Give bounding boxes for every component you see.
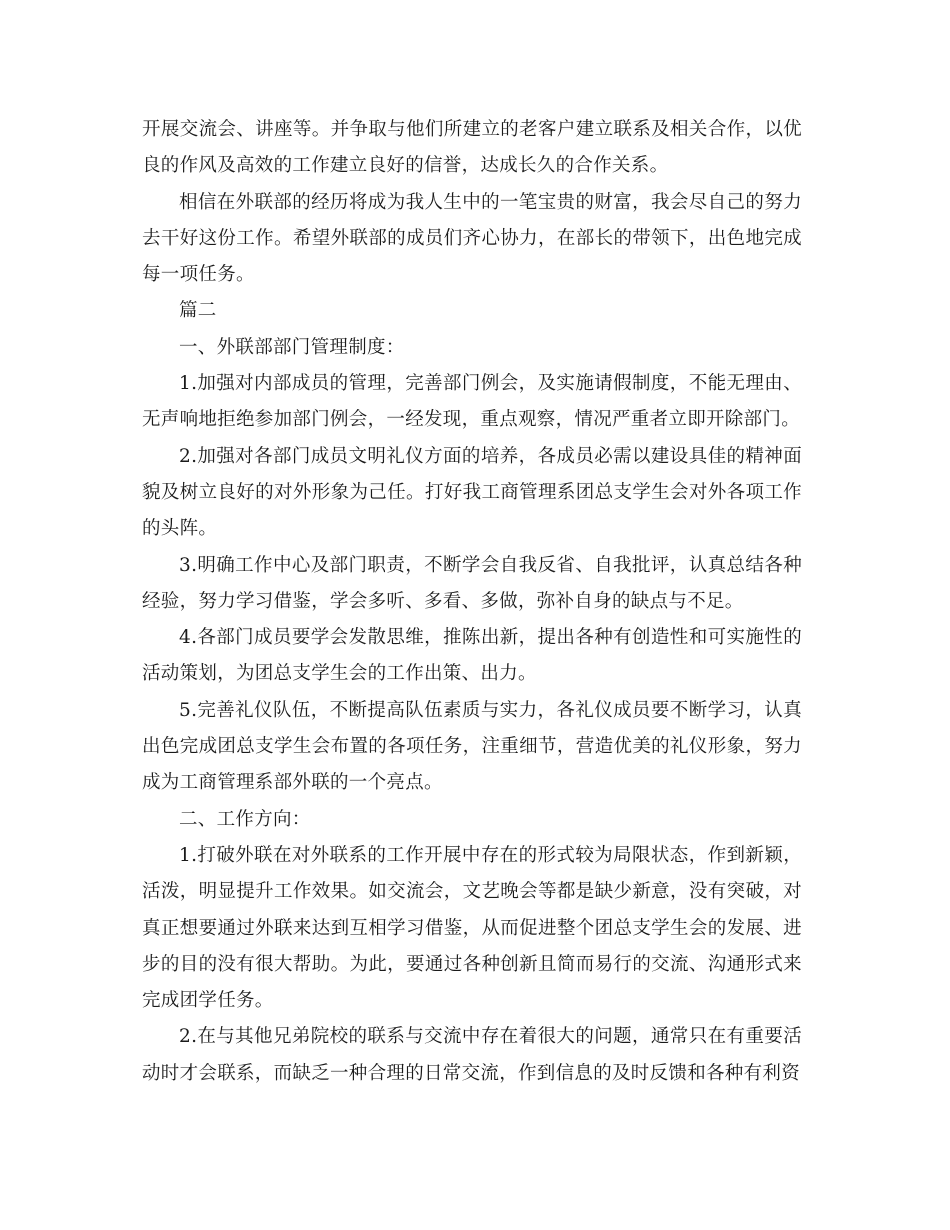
paragraph-11: 1.打破外联在对外联系的工作开展中存在的形式较为局限状态，作到新颖，活泼，明显提升工作效果。如交流会，文艺晚会等都是缺少新意，没有突破，对真正想要通过外联来达到互相学习借鉴，从而促进整个团总支学生会的发展、进步的目的没有很大帮助。为此，要通过各种创新且简而易行的交流、沟通形式来完成团学任务。: [142, 844, 802, 1012]
paragraph-4: 一、外联部部门管理制度：: [179, 336, 405, 358]
document-body: [142, 112, 802, 1092]
paragraph-8: 4.各部门成员要学会发散思维，推陈出新，提出各种有创造性和可实施性的活动策划，为团总支学生会的工作出策、出力。: [142, 627, 802, 685]
paragraph-10: 二、工作方向：: [179, 808, 311, 830]
paragraph-7: 3.明确工作中心及部门职责，不断学会自我反省、自我批评，认真总结各种经验，努力学习借鉴，学会多听、多看、多做，弥补自身的缺点与不足。: [142, 554, 802, 612]
paragraph-3: 篇二: [179, 300, 217, 322]
paragraph-1: 开展交流会、讲座等。并争取与他们所建立的老客户建立联系及相关合作，以优良的作风及高效的工作建立良好的信誉，达成长久的合作关系。: [142, 119, 802, 177]
paragraph-2: 相信在外联部的经历将成为我人生中的一笔宝贵的财富，我会尽自己的努力去干好这份工作。希望外联部的成员们齐心协力，在部长的带领下，出色地完成每一项任务。: [142, 191, 802, 286]
paragraph-12: 2.在与其他兄弟院校的联系与交流中存在着很大的问题，通常只在有重要活动时才会联系，而缺乏一种合理的日常交流，作到信息的及时反馈和各种有利资: [142, 1026, 802, 1084]
paragraph-6: 2.加强对各部门成员文明礼仪方面的培养，各成员必需以建设具佳的精神面貌及树立良好的对外形象为己任。打好我工商管理系团总支学生会对外各项工作的头阵。: [142, 445, 802, 540]
paragraph-9: 5.完善礼仪队伍，不断提高队伍素质与实力，各礼仪成员要不断学习，认真出色完成团总支学生会布置的各项任务，注重细节，营造优美的礼仪形象，努力成为工商管理系部外联的一个亮点。: [142, 699, 802, 794]
paragraph-5: 1.加强对内部成员的管理，完善部门例会，及实施请假制度，不能无理由、无声响地拒绝参加部门例会，一经发现，重点观察，情况严重者立即开除部门。: [142, 373, 802, 431]
